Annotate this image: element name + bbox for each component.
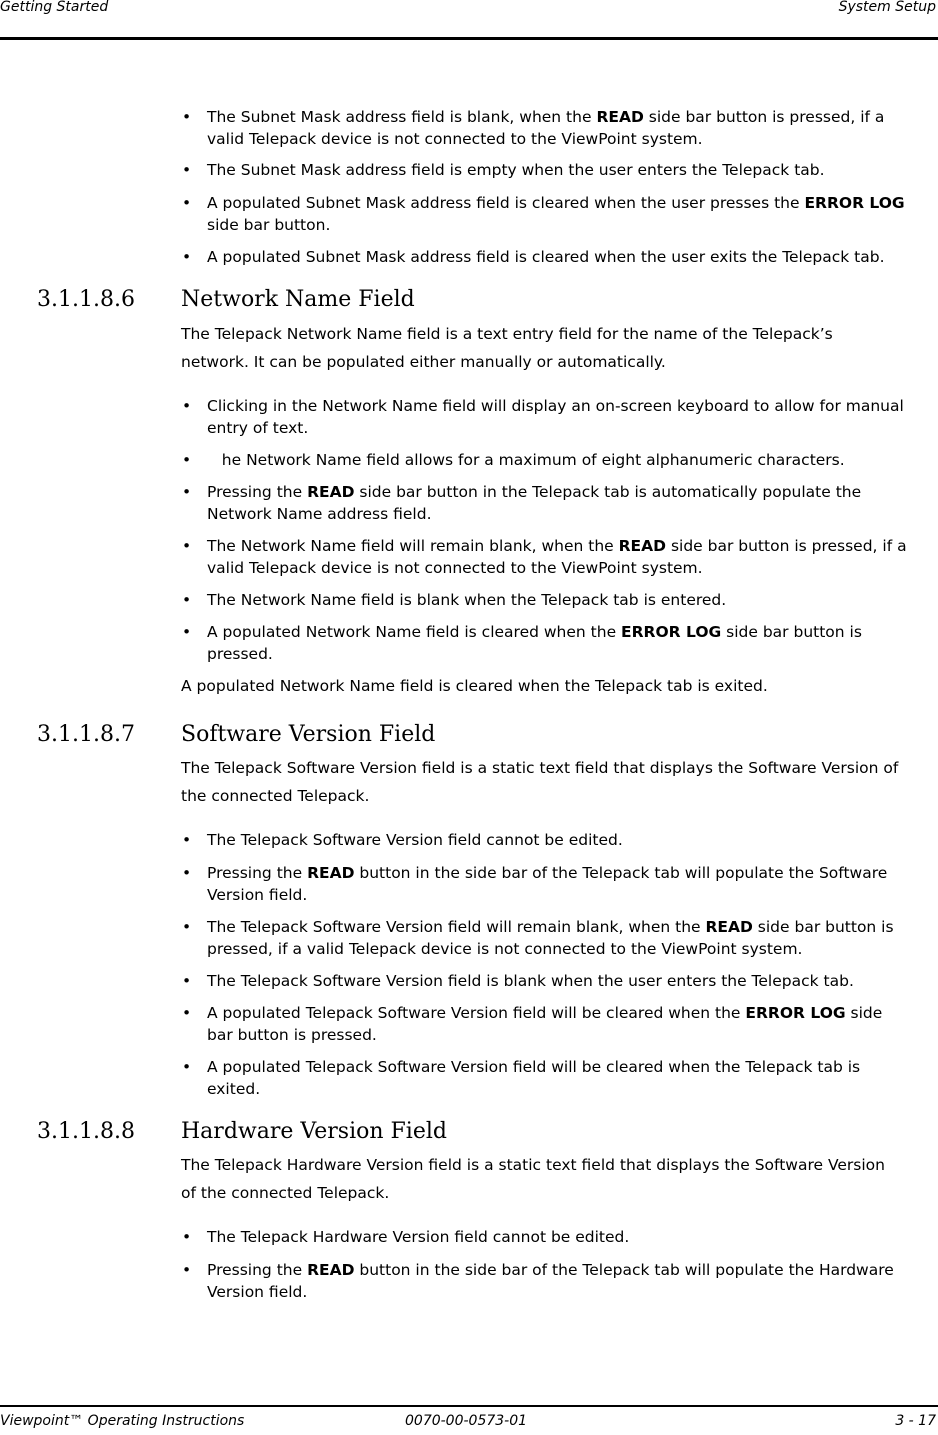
- list-item: • Pressing the READ button in the side bar of the Telepack tab will populate the Hardware Version field.: [182, 1261, 894, 1301]
- section-number: 3.1.1.8.6: [37, 287, 135, 312]
- section-number: 3.1.1.8.7: [37, 722, 135, 747]
- list-item: • Pressing the READ side bar button in the Telepack tab is automatically populate the Network Name address field.: [182, 483, 862, 523]
- section-intro: The Telepack Software Version field is a static text field that displays the Software Version of the connected Telepack.: [181, 759, 899, 805]
- header-rule: [0, 37, 938, 40]
- bullet-icon: •: [182, 1261, 192, 1279]
- list-item: • Clicking in the Network Name field will display an on-screen keyboard to allow for manual entry of text.: [182, 397, 904, 437]
- bullet-icon: •: [182, 161, 192, 179]
- list-item: • Pressing the READ button in the side bar of the Telepack tab will populate the Software Version field.: [182, 864, 888, 904]
- bullet-icon: •: [182, 1004, 192, 1022]
- list-item: • The Network Name field is blank when the Telepack tab is entered.: [182, 591, 727, 609]
- list-item: • The Subnet Mask address field is empty when the user enters the Telepack tab.: [182, 161, 825, 179]
- bullet-icon: •: [182, 194, 192, 212]
- list-item: • The Telepack Software Version field is blank when the user enters the Telepack tab.: [182, 972, 854, 990]
- section-title: Network Name Field: [181, 287, 415, 312]
- list-item: • The Telepack Software Version field cannot be edited.: [182, 831, 623, 849]
- footer-part-number: 0070-00-0573-01: [405, 1413, 528, 1429]
- header-chapter: Getting Started: [0, 0, 109, 15]
- bullet-icon: •: [182, 537, 192, 555]
- bullet-icon: •: [182, 1058, 192, 1076]
- section-number: 3.1.1.8.8: [37, 1119, 135, 1144]
- list-item: • A populated Subnet Mask address field is cleared when the user exits the Telepack tab.: [182, 248, 885, 266]
- bullet-icon: •: [182, 397, 192, 415]
- bullet-icon: •: [182, 1228, 192, 1246]
- section-title: Hardware Version Field: [181, 1119, 447, 1144]
- footer-rule: [0, 1405, 938, 1407]
- list-item: • A populated Telepack Software Version field will be cleared when the Telepack tab is exited.: [182, 1058, 861, 1098]
- list-item: • A populated Network Name field is cleared when the ERROR LOG side bar button is pressed.: [182, 623, 862, 663]
- bullet-icon: •: [182, 451, 192, 469]
- footer-document-title: Viewpoint™ Operating Instructions: [0, 1413, 245, 1429]
- bullet-icon: •: [182, 483, 192, 501]
- list-item: • The Subnet Mask address field is blank, when the READ side bar button is pressed, if a valid Telepack device is not connected to the ViewPoint system.: [182, 108, 885, 148]
- list-item: • A populated Subnet Mask address field is cleared when the user presses the ERROR LOG side bar button.: [182, 194, 905, 234]
- list-item: • The Telepack Software Version field will remain blank, when the READ side bar button is pressed, if a valid Telepack device is not connected to the ViewPoint system.: [182, 918, 894, 958]
- bullet-icon: •: [182, 831, 192, 849]
- bullet-icon: •: [182, 591, 192, 609]
- page-header: [0, 0, 938, 40]
- footer-page-number: 3 - 17: [895, 1413, 936, 1429]
- section-intro: The Telepack Hardware Version field is a static text field that displays the Software Version of the connected Telepack.: [181, 1156, 885, 1202]
- list-item: • A populated Telepack Software Version field will be cleared when the ERROR LOG side bar button is pressed.: [182, 1004, 883, 1044]
- list-item: • The Telepack Hardware Version field cannot be edited.: [182, 1228, 630, 1246]
- section-note: A populated Network Name field is cleared when the Telepack tab is exited.: [181, 677, 768, 695]
- header-section: System Setup: [838, 0, 936, 15]
- section-intro: The Telepack Network Name field is a text entry field for the name of the Telepack’s network. It can be populated either manually or automatically.: [181, 325, 833, 371]
- bullet-icon: •: [182, 864, 192, 882]
- list-item: • The Network Name field will remain blank, when the READ side bar button is pressed, if a valid Telepack device is not connected to the ViewPoint system.: [182, 537, 907, 577]
- bullet-icon: •: [182, 918, 192, 936]
- list-item: • he Network Name field allows for a maximum of eight alphanumeric characters.: [182, 451, 845, 469]
- bullet-icon: •: [182, 248, 192, 266]
- section-title: Software Version Field: [181, 722, 436, 747]
- bullet-icon: •: [182, 108, 192, 126]
- bullet-icon: •: [182, 623, 192, 641]
- bullet-icon: •: [182, 972, 192, 990]
